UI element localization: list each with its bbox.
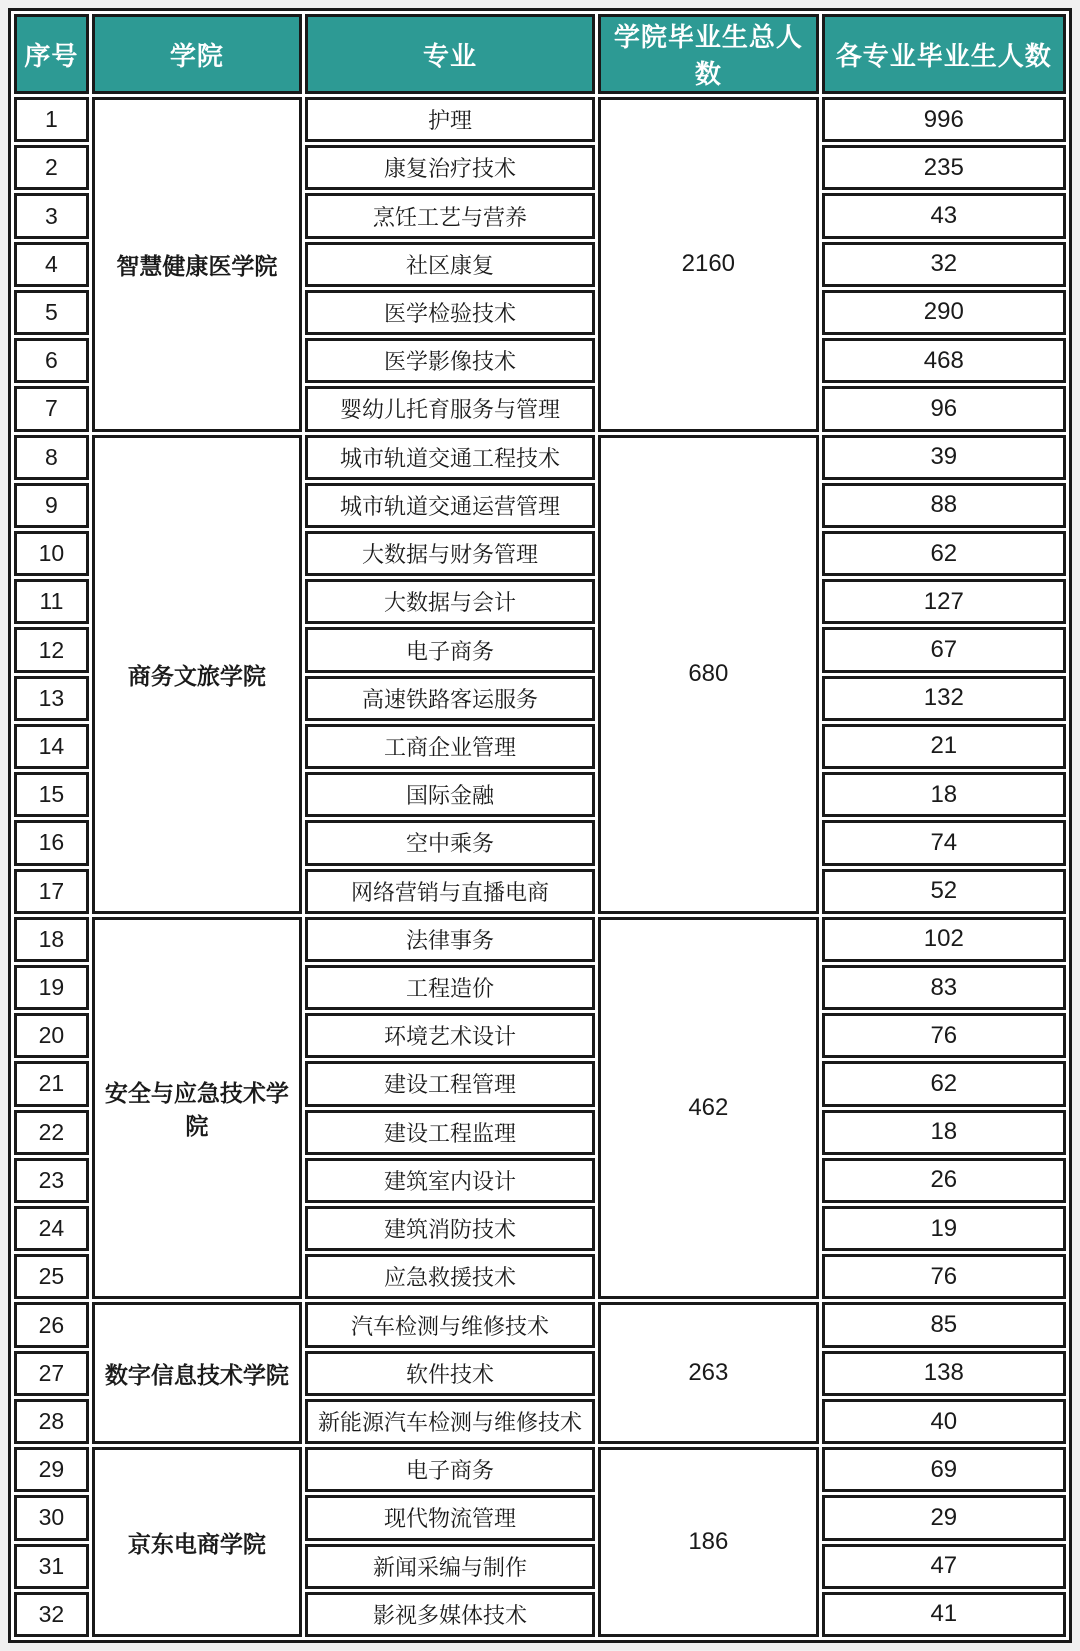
major-cell: 影视多媒体技术 [305, 1592, 595, 1637]
college-cell: 安全与应急技术学院 [92, 917, 302, 1300]
row-index-cell: 26 [14, 1302, 89, 1347]
table-row [14, 1302, 1066, 1347]
row-index-cell: 25 [14, 1254, 89, 1299]
major-cell: 建筑室内设计 [305, 1158, 595, 1203]
major-cell: 网络营销与直播电商 [305, 869, 595, 914]
major-count-cell: 62 [822, 1061, 1066, 1106]
table-row [14, 435, 1066, 480]
major-count-cell: 468 [822, 338, 1066, 383]
major-cell: 城市轨道交通工程技术 [305, 435, 595, 480]
header-row [14, 14, 1066, 94]
column-header-college: 学院 [92, 14, 302, 94]
college-total-cell: 680 [598, 435, 818, 914]
college-cell: 商务文旅学院 [92, 435, 302, 914]
column-header-index: 序号 [14, 14, 89, 94]
row-index-cell: 16 [14, 820, 89, 865]
major-count-cell: 19 [822, 1206, 1066, 1251]
major-count-cell: 88 [822, 483, 1066, 528]
major-count-cell: 83 [822, 965, 1066, 1010]
major-cell: 环境艺术设计 [305, 1013, 595, 1058]
table-row [14, 917, 1066, 962]
major-cell: 高速铁路客运服务 [305, 676, 595, 721]
major-cell: 应急救援技术 [305, 1254, 595, 1299]
major-cell: 建设工程监理 [305, 1110, 595, 1155]
major-cell: 空中乘务 [305, 820, 595, 865]
college-total-cell: 263 [598, 1302, 818, 1444]
major-cell: 新闻采编与制作 [305, 1544, 595, 1589]
row-index-cell: 5 [14, 290, 89, 335]
row-index-cell: 28 [14, 1399, 89, 1444]
major-count-cell: 26 [822, 1158, 1066, 1203]
row-index-cell: 32 [14, 1592, 89, 1637]
major-cell: 建筑消防技术 [305, 1206, 595, 1251]
major-cell: 国际金融 [305, 772, 595, 817]
column-header-college-total: 学院毕业生总人数 [598, 14, 818, 94]
major-cell: 法律事务 [305, 917, 595, 962]
major-cell: 建设工程管理 [305, 1061, 595, 1106]
major-count-cell: 76 [822, 1254, 1066, 1299]
major-cell: 现代物流管理 [305, 1495, 595, 1540]
major-cell: 医学检验技术 [305, 290, 595, 335]
major-count-cell: 996 [822, 97, 1066, 142]
major-cell: 电子商务 [305, 1447, 595, 1492]
major-cell: 医学影像技术 [305, 338, 595, 383]
major-count-cell: 47 [822, 1544, 1066, 1589]
major-cell: 大数据与会计 [305, 579, 595, 624]
major-cell: 烹饪工艺与营养 [305, 193, 595, 238]
major-count-cell: 52 [822, 869, 1066, 914]
major-cell: 大数据与财务管理 [305, 531, 595, 576]
row-index-cell: 7 [14, 386, 89, 431]
major-count-cell: 41 [822, 1592, 1066, 1637]
major-cell: 工商企业管理 [305, 724, 595, 769]
college-cell: 智慧健康医学院 [92, 97, 302, 432]
major-cell: 康复治疗技术 [305, 145, 595, 190]
row-index-cell: 12 [14, 627, 89, 672]
college-total-cell: 186 [598, 1447, 818, 1637]
major-count-cell: 290 [822, 290, 1066, 335]
table-row [14, 1447, 1066, 1492]
row-index-cell: 6 [14, 338, 89, 383]
row-index-cell: 14 [14, 724, 89, 769]
major-count-cell: 39 [822, 435, 1066, 480]
column-header-major: 专业 [305, 14, 595, 94]
major-count-cell: 85 [822, 1302, 1066, 1347]
column-header-major-count: 各专业毕业生人数 [822, 14, 1066, 94]
table-row [14, 97, 1066, 142]
row-index-cell: 24 [14, 1206, 89, 1251]
college-cell: 京东电商学院 [92, 1447, 302, 1637]
college-total-cell: 2160 [598, 97, 818, 432]
row-index-cell: 2 [14, 145, 89, 190]
row-index-cell: 15 [14, 772, 89, 817]
major-count-cell: 43 [822, 193, 1066, 238]
row-index-cell: 3 [14, 193, 89, 238]
row-index-cell: 20 [14, 1013, 89, 1058]
major-cell: 工程造价 [305, 965, 595, 1010]
row-index-cell: 18 [14, 917, 89, 962]
row-index-cell: 9 [14, 483, 89, 528]
row-index-cell: 22 [14, 1110, 89, 1155]
major-count-cell: 235 [822, 145, 1066, 190]
major-cell: 婴幼儿托育服务与管理 [305, 386, 595, 431]
major-count-cell: 138 [822, 1351, 1066, 1396]
major-cell: 城市轨道交通运营管理 [305, 483, 595, 528]
major-count-cell: 69 [822, 1447, 1066, 1492]
major-cell: 护理 [305, 97, 595, 142]
major-count-cell: 40 [822, 1399, 1066, 1444]
major-count-cell: 21 [822, 724, 1066, 769]
row-index-cell: 19 [14, 965, 89, 1010]
major-cell: 社区康复 [305, 242, 595, 287]
major-count-cell: 18 [822, 1110, 1066, 1155]
row-index-cell: 13 [14, 676, 89, 721]
major-count-cell: 74 [822, 820, 1066, 865]
major-count-cell: 96 [822, 386, 1066, 431]
row-index-cell: 4 [14, 242, 89, 287]
major-cell: 汽车检测与维修技术 [305, 1302, 595, 1347]
row-index-cell: 8 [14, 435, 89, 480]
college-cell: 数字信息技术学院 [92, 1302, 302, 1444]
major-count-cell: 62 [822, 531, 1066, 576]
major-count-cell: 18 [822, 772, 1066, 817]
row-index-cell: 31 [14, 1544, 89, 1589]
table-body [14, 97, 1066, 1637]
major-count-cell: 67 [822, 627, 1066, 672]
row-index-cell: 23 [14, 1158, 89, 1203]
row-index-cell: 27 [14, 1351, 89, 1396]
row-index-cell: 21 [14, 1061, 89, 1106]
major-count-cell: 76 [822, 1013, 1066, 1058]
row-index-cell: 11 [14, 579, 89, 624]
graduates-table [8, 8, 1072, 1643]
major-count-cell: 127 [822, 579, 1066, 624]
major-cell: 新能源汽车检测与维修技术 [305, 1399, 595, 1444]
major-count-cell: 132 [822, 676, 1066, 721]
row-index-cell: 29 [14, 1447, 89, 1492]
table-header [14, 14, 1066, 94]
major-cell: 软件技术 [305, 1351, 595, 1396]
row-index-cell: 17 [14, 869, 89, 914]
major-cell: 电子商务 [305, 627, 595, 672]
row-index-cell: 30 [14, 1495, 89, 1540]
row-index-cell: 1 [14, 97, 89, 142]
college-total-cell: 462 [598, 917, 818, 1300]
major-count-cell: 102 [822, 917, 1066, 962]
row-index-cell: 10 [14, 531, 89, 576]
major-count-cell: 29 [822, 1495, 1066, 1540]
major-count-cell: 32 [822, 242, 1066, 287]
